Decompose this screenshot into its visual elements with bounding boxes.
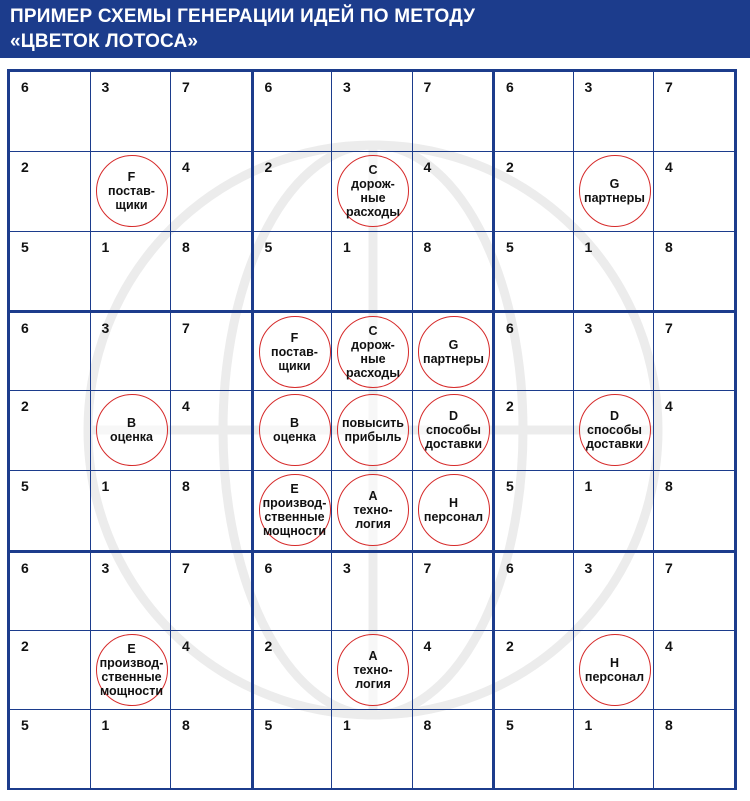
grid-cell xyxy=(331,470,413,551)
grid-cell xyxy=(331,151,413,232)
idea-label: B оценка xyxy=(109,416,154,445)
grid-cell xyxy=(331,709,413,790)
grid-cell xyxy=(653,310,735,391)
cell-number: 2 xyxy=(21,398,29,415)
idea-circle xyxy=(579,394,651,466)
grid-cell xyxy=(492,390,574,471)
grid-cell xyxy=(251,151,333,232)
grid-cell xyxy=(412,709,494,790)
grid-cell xyxy=(653,71,735,152)
idea-circle xyxy=(337,155,409,227)
cell-number: 5 xyxy=(506,717,514,734)
idea-circle xyxy=(418,394,490,466)
cell-number: 6 xyxy=(264,79,273,95)
cell-number: 7 xyxy=(665,79,673,95)
cell-number: 4 xyxy=(182,398,190,415)
idea-circle xyxy=(259,474,331,546)
cell-number: 2 xyxy=(506,158,514,175)
grid-cell xyxy=(331,231,413,312)
grid-cell xyxy=(573,550,655,631)
grid-cell xyxy=(9,231,91,312)
grid-cell xyxy=(251,231,333,312)
cell-number: 6 xyxy=(21,559,29,576)
idea-label: H персонал xyxy=(423,496,484,524)
idea-label: повысить прибыль xyxy=(342,416,404,445)
cell-number: 6 xyxy=(21,79,29,95)
idea-circle xyxy=(337,394,409,466)
cell-number: 3 xyxy=(584,79,593,95)
grid-cell xyxy=(412,231,494,312)
grid-cell xyxy=(90,550,172,631)
idea-circle xyxy=(96,394,168,466)
grid-cell xyxy=(251,630,333,711)
idea-label: G партнеры xyxy=(584,176,645,205)
cell-number: 2 xyxy=(506,637,514,654)
grid-cell xyxy=(251,310,333,391)
cell-number: 4 xyxy=(423,637,432,654)
cell-number: 3 xyxy=(584,559,593,576)
cell-number: 8 xyxy=(182,717,190,734)
cell-number: 1 xyxy=(584,478,593,494)
cell-number: 2 xyxy=(264,637,273,654)
grid-cell xyxy=(492,550,574,631)
cell-number: 6 xyxy=(21,320,29,337)
grid-cell xyxy=(573,71,655,152)
grid-cell xyxy=(331,71,413,152)
grid-cell xyxy=(90,231,172,312)
grid-cell xyxy=(9,390,91,471)
grid-cell xyxy=(331,310,413,391)
cell-number: 5 xyxy=(506,478,514,494)
cell-number: 2 xyxy=(21,637,29,654)
grid-cell xyxy=(9,151,91,232)
cell-number: 3 xyxy=(343,79,351,95)
header-title-line1: ПРИМЕР СХЕМЫ ГЕНЕРАЦИИ ИДЕЙ ПО МЕТОДУ xyxy=(10,6,476,27)
grid-cell xyxy=(573,630,655,711)
grid-cell xyxy=(492,231,574,312)
grid-cell xyxy=(653,550,735,631)
cell-number: 1 xyxy=(101,238,110,255)
idea-circle xyxy=(337,634,409,706)
idea-circle xyxy=(96,634,168,706)
grid-cell xyxy=(653,470,735,551)
idea-label: F постав- щики xyxy=(271,331,318,374)
grid-cell xyxy=(90,470,172,551)
grid-cell xyxy=(170,71,252,152)
grid-cell xyxy=(331,550,413,631)
grid-cell xyxy=(412,470,494,551)
cell-number: 7 xyxy=(182,79,190,95)
cell-number: 1 xyxy=(343,238,351,255)
grid-cell xyxy=(90,310,172,391)
cell-number: 6 xyxy=(506,559,514,576)
cell-number: 8 xyxy=(423,238,432,255)
idea-circle xyxy=(259,394,331,466)
cell-number: 8 xyxy=(665,238,673,255)
cell-number: 4 xyxy=(182,637,190,654)
grid-cell xyxy=(492,470,574,551)
idea-label: D способы доставки xyxy=(424,409,483,452)
grid-cell xyxy=(90,151,172,232)
grid-cell xyxy=(492,151,574,232)
idea-label: D способы доставки xyxy=(585,409,644,452)
cell-number: 3 xyxy=(584,320,593,337)
grid-cell xyxy=(492,71,574,152)
grid-cell xyxy=(653,390,735,471)
cell-number: 3 xyxy=(101,559,110,576)
grid-cell xyxy=(412,310,494,391)
cell-number: 1 xyxy=(101,717,110,734)
grid-cell xyxy=(573,151,655,232)
idea-label: E производ- ственные мощности xyxy=(262,482,327,538)
grid-cell xyxy=(9,630,91,711)
grid-cell xyxy=(9,470,91,551)
grid-cell xyxy=(251,390,333,471)
grid-cell xyxy=(492,630,574,711)
cell-number: 1 xyxy=(584,238,593,255)
cell-number: 7 xyxy=(182,559,190,576)
idea-circle xyxy=(259,316,331,388)
grid-cell xyxy=(653,630,735,711)
cell-number: 7 xyxy=(665,320,673,337)
cell-number: 7 xyxy=(423,559,432,576)
cell-number: 6 xyxy=(506,320,514,337)
cell-number: 4 xyxy=(665,158,673,175)
grid-cell xyxy=(170,151,252,232)
cell-number: 1 xyxy=(101,478,110,494)
grid-cell xyxy=(251,550,333,631)
grid-cell xyxy=(412,151,494,232)
grid-cell xyxy=(90,71,172,152)
idea-circle xyxy=(579,634,651,706)
grid-cell xyxy=(331,630,413,711)
cell-number: 5 xyxy=(264,238,273,255)
cell-number: 5 xyxy=(21,478,29,494)
cell-number: 4 xyxy=(182,158,190,175)
grid-cell xyxy=(653,709,735,790)
idea-circle xyxy=(579,155,651,227)
grid-cell xyxy=(170,310,252,391)
idea-label: G партнеры xyxy=(423,338,484,367)
grid-cell xyxy=(90,390,172,471)
idea-circle xyxy=(418,474,490,546)
grid-cell xyxy=(492,310,574,391)
page-header xyxy=(0,0,750,58)
idea-label: C дорож- ные расходы xyxy=(345,324,401,381)
grid-cell xyxy=(251,71,333,152)
cell-number: 8 xyxy=(182,238,190,255)
grid-cell xyxy=(573,310,655,391)
cell-number: 8 xyxy=(423,717,432,734)
cell-number: 7 xyxy=(423,79,432,95)
grid-cell xyxy=(492,709,574,790)
cell-number: 3 xyxy=(343,559,351,576)
cell-number: 5 xyxy=(21,717,29,734)
grid-cell xyxy=(9,550,91,631)
grid-cell xyxy=(170,709,252,790)
cell-number: 2 xyxy=(506,398,514,415)
grid-cell xyxy=(170,231,252,312)
grid-cell xyxy=(653,151,735,232)
cell-number: 4 xyxy=(665,637,673,654)
cell-number: 1 xyxy=(343,717,351,734)
grid-cell xyxy=(9,709,91,790)
idea-circle xyxy=(337,474,409,546)
grid-cell xyxy=(9,71,91,152)
grid-cell xyxy=(251,709,333,790)
cell-number: 2 xyxy=(264,158,273,175)
idea-label: B оценка xyxy=(272,416,317,445)
grid-cell xyxy=(412,390,494,471)
grid-cell xyxy=(170,630,252,711)
grid-cell xyxy=(90,709,172,790)
grid-cell xyxy=(653,231,735,312)
cell-number: 5 xyxy=(21,238,29,255)
cell-number: 8 xyxy=(665,717,673,734)
cell-number: 5 xyxy=(264,717,273,734)
idea-label: H персонал xyxy=(584,655,645,684)
idea-label: C дорож- ные расходы xyxy=(345,162,401,219)
grid-cell xyxy=(573,709,655,790)
grid-cell xyxy=(573,390,655,471)
idea-label: E производ- ственные мощности xyxy=(99,641,164,698)
grid-cell xyxy=(170,550,252,631)
cell-number: 8 xyxy=(182,478,190,494)
grid-cell xyxy=(412,550,494,631)
idea-circle xyxy=(418,316,490,388)
grid-cell xyxy=(90,630,172,711)
cell-number: 7 xyxy=(182,320,190,337)
lotus-grid xyxy=(7,69,737,790)
idea-label: F постав- щики xyxy=(108,169,155,212)
cell-number: 6 xyxy=(264,559,273,576)
cell-number: 4 xyxy=(423,158,432,175)
cell-number: 5 xyxy=(506,238,514,255)
header-title-line2: «ЦВЕТОК ЛОТОСА» xyxy=(10,31,199,52)
cell-number: 3 xyxy=(101,320,110,337)
grid-cell xyxy=(170,390,252,471)
grid-cell xyxy=(170,470,252,551)
cell-number: 1 xyxy=(584,717,593,734)
idea-circle xyxy=(337,316,409,388)
grid-cell xyxy=(412,71,494,152)
grid-cell xyxy=(251,470,333,551)
grid-cell xyxy=(412,630,494,711)
grid-cell xyxy=(9,310,91,391)
cell-number: 2 xyxy=(21,158,29,175)
idea-label: A техно- логия xyxy=(353,489,393,531)
idea-label: A техно- логия xyxy=(353,648,393,691)
idea-circle xyxy=(96,155,168,227)
cell-number: 7 xyxy=(665,559,673,576)
cell-number: 4 xyxy=(665,398,673,415)
grid-cell xyxy=(573,470,655,551)
cell-number: 6 xyxy=(506,79,514,95)
cell-number: 8 xyxy=(665,478,673,494)
cell-number: 3 xyxy=(101,79,110,95)
grid-cell xyxy=(331,390,413,471)
grid-cell xyxy=(573,231,655,312)
